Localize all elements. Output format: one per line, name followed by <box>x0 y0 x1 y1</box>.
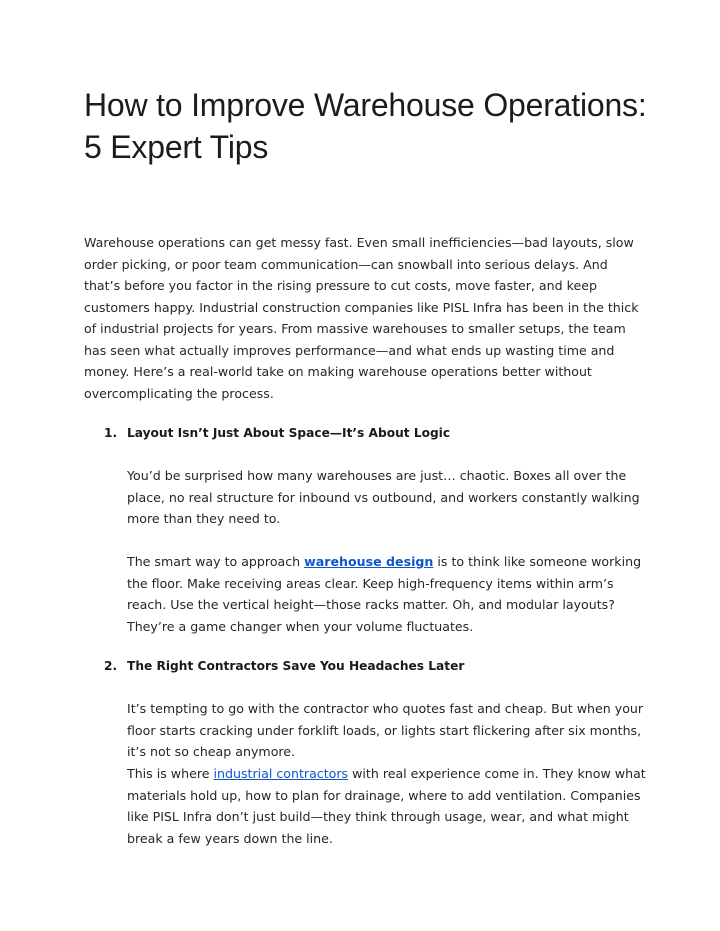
section-1-paragraph-1: You’d be surprised how many warehouses are just… chaotic. Boxes all over the place, no real structure for inbound vs outbound, and workers constantly walking more than they need to. <box>127 468 640 526</box>
section-2-paragraph-2 <box>127 763 647 849</box>
section-1-paragraph-2-end: is to think like someone working the floor. Make receiving areas clear. Keep high-frequency items within arm’s reach. Use the vertical height—those racks matter. Oh, and modular layouts? They’re a game changer when your volume fluctuates. <box>127 554 642 634</box>
intro-paragraph: Warehouse operations can get messy fast. Even small inefficiencies—bad layouts, slow order picking, or poor team communication—can snowball into serious delays. And that’s before you factor in the rising pressure to cut costs, move faster, and keep customers happy. Industrial construction companies like PISL Infra has been in the thick of industrial projects for years. From massive warehouses to smaller setups, the team has seen what actually improves performance—and what ends up wasting time and money. Here’s a real-world take on making warehouse operations better without overcomplicating the process. <box>84 235 639 401</box>
section-1-paragraph-2 <box>127 551 647 637</box>
section-2-paragraph-1: It’s tempting to go with the contractor who quotes fast and cheap. But when your floor starts cracking under forklift loads, or lights start flickering after six months, it’s not so cheap anymore. <box>127 701 644 759</box>
section-2-number: 2. <box>104 659 118 673</box>
title-line-1: How to Improve Warehouse Operations: <box>84 87 647 123</box>
warehouse-design-link[interactable]: warehouse design <box>304 554 434 569</box>
section-2-paragraph-2-start: This is where <box>127 766 214 781</box>
section-2-heading <box>104 656 464 677</box>
section-1-paragraph-2-start: The smart way to approach <box>127 554 305 569</box>
section-2-paragraph-2-end: with real experience come in. They know what materials hold up, how to plan for drainage, where to add ventilation. Companies like PISL Infra don’t just build—they think through usage, wear, and what might break a few years down the line. <box>127 766 646 846</box>
section-1-number: 1. <box>104 426 118 440</box>
section-1-heading <box>104 423 450 444</box>
page-title <box>84 84 664 168</box>
industrial-contractors-link[interactable]: industrial contractors <box>213 766 349 781</box>
section-2-heading-text: The Right Contractors Save You Headaches Later <box>127 659 465 673</box>
section-1-heading-text: Layout Isn’t Just About Space—It’s About Logic <box>127 426 451 440</box>
title-line-2: 5 Expert Tips <box>84 129 269 165</box>
